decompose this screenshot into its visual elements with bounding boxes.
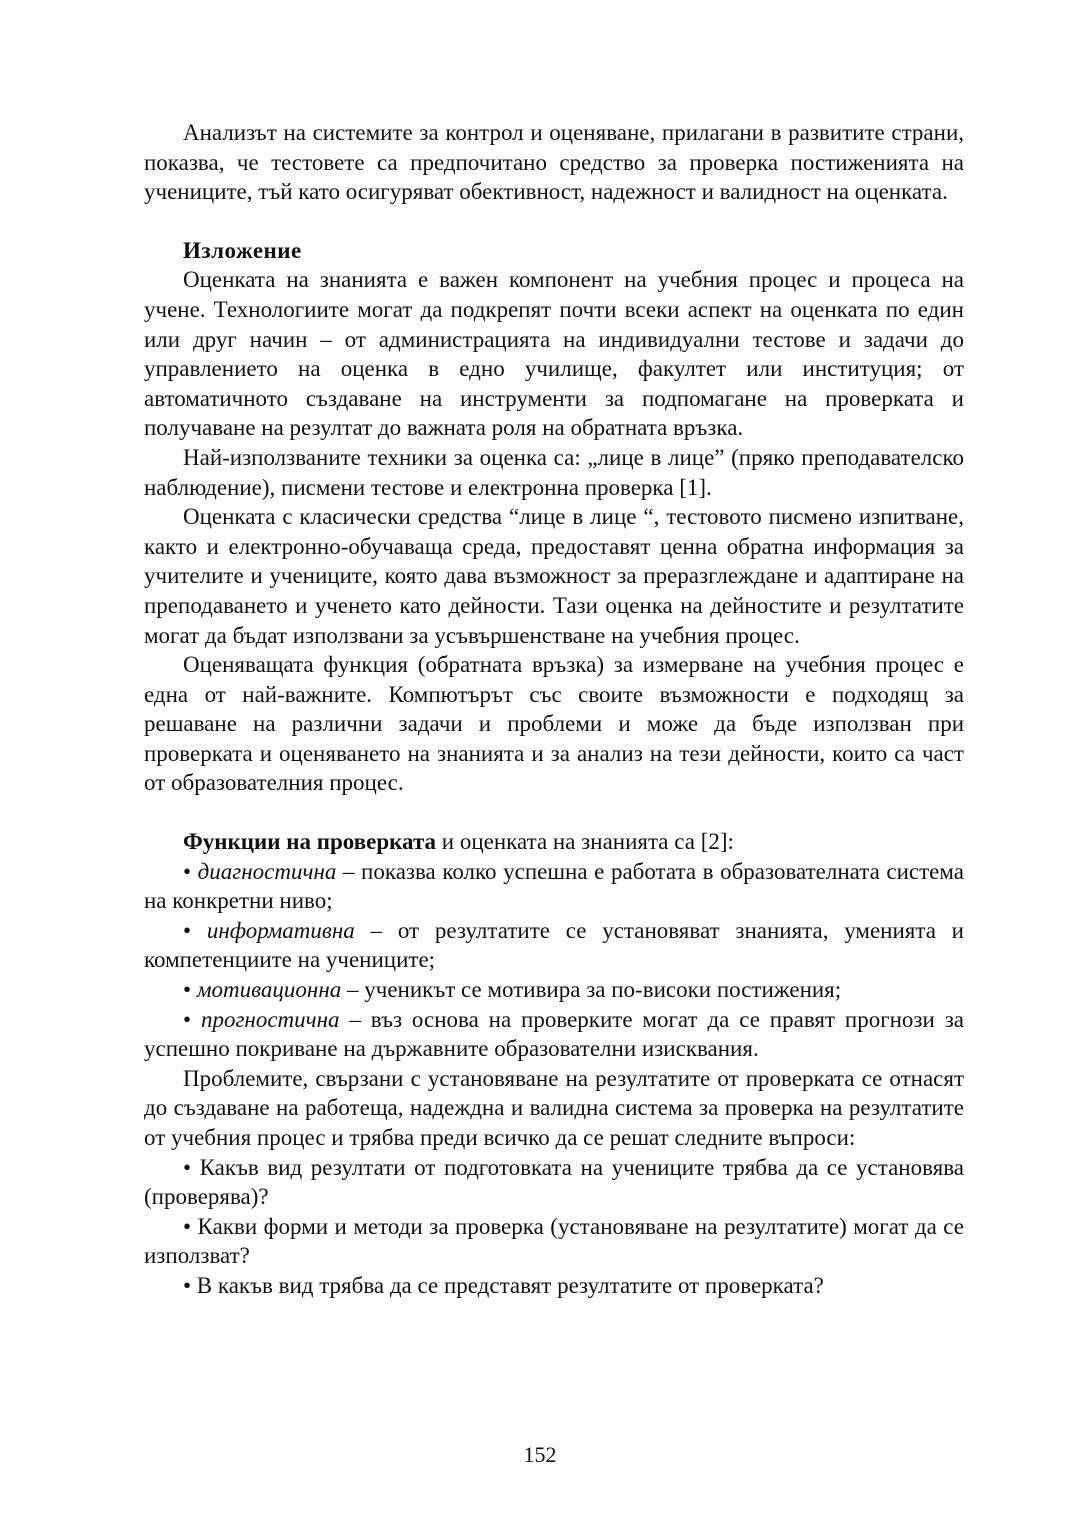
function-term: диагностична xyxy=(197,858,337,884)
document-page xyxy=(144,118,964,1301)
function-item xyxy=(144,1005,964,1064)
function-term: мотивационна xyxy=(196,977,342,1003)
function-item xyxy=(144,916,964,975)
functions-lead xyxy=(144,827,964,857)
problem-question: • В какъв вид трябва да се представят резултатите от проверката? xyxy=(183,1272,824,1298)
bullet: • xyxy=(183,977,197,1003)
spacer xyxy=(144,798,964,827)
intro-paragraph: Анализът на системите за контрол и оценяване, прилагани в развитите страни, показва, че тестовете са предпочитано средство за проверка постиженията на учениците, тъй като осигуряват обективност, надежност и валидност на оценката. xyxy=(144,120,964,205)
bullet: • xyxy=(183,1006,201,1032)
function-term: прогностична xyxy=(200,1006,340,1032)
function-term: информативна xyxy=(206,917,355,943)
function-text: – ученикът се мотивира за по-високи постижения; xyxy=(341,977,842,1003)
bullet: • xyxy=(183,917,207,943)
section-heading: Изложение xyxy=(183,237,302,263)
functions-lead-rest: и оценката на знанията са [2]: xyxy=(436,829,734,855)
function-text: – показва колко успешна е работата в образователната система на конкретни ниво; xyxy=(144,858,964,914)
section-paragraph: Оценката с класически средства “лице в лице “, тестовото писмено изпитване, както и електронно-обучаваща среда, предоставят ценна обратна информация за учителите и учениците, която дава възможност за преразглеждане и адаптиране на преподаването и ученето като дейности. Тази оценка на дейностите и резултатите могат да бъдат използвани за усъвършенстване на учебния процес. xyxy=(144,504,964,648)
spacer xyxy=(144,207,964,236)
section-paragraph: Най-използваните техники за оценка са: „лице в лице” (пряко преподавателско наблюдение), писмени тестове и електронна проверка [1]. xyxy=(144,444,964,500)
problems-paragraph: Проблемите, свързани с установяване на резултатите от проверката се отнасят до създаване на работеща, надеждна и валидна система за проверка на резултатите от учебния процес и трябва преди всичко да се решат следните въпроси: xyxy=(144,1065,964,1150)
function-text: – от резултатите се установяват знанията, уменията и компетенциите на учениците; xyxy=(144,917,964,973)
function-item xyxy=(144,975,964,1005)
function-item xyxy=(144,857,964,916)
problem-question: • Какви форми и методи за проверка (установяване на резултатите) могат да се използват? xyxy=(144,1213,964,1269)
page-number: 152 xyxy=(523,1442,557,1467)
section-paragraph: Оценката на знанията е важен компонент на учебния процес и процеса на учене. Технологиите могат да подкрепят почти всеки аспект на оценката по един или друг начин – от администрацията на индивидуални тестове и задачи до управлението на оценка в едно училище, факултет или институция; от автоматичното създаване на инструменти за подпомагане на проверката и получаване на резултат до важната роля на обратната връзка. xyxy=(144,267,964,441)
section-paragraph: Оценяващата функция (обратната връзка) за измерване на учебния процес е една от най-важните. Компютърът със своите възможности е подходящ за решаване на различни задачи и проблеми и може да бъде използван при проверката и оценяването на знанията и за анализ на тези дейности, които са част от образователния процес. xyxy=(144,652,964,796)
problem-question: • Какъв вид резултати от подготовката на учениците трябва да се установява (проверява)? xyxy=(144,1154,964,1210)
function-text: – въз основа на проверките могат да се правят прогнози за успешно покриване на държавните образователни изисквания. xyxy=(144,1006,964,1062)
bullet: • xyxy=(183,858,198,884)
functions-lead-bold: Функции на проверката xyxy=(183,829,437,855)
